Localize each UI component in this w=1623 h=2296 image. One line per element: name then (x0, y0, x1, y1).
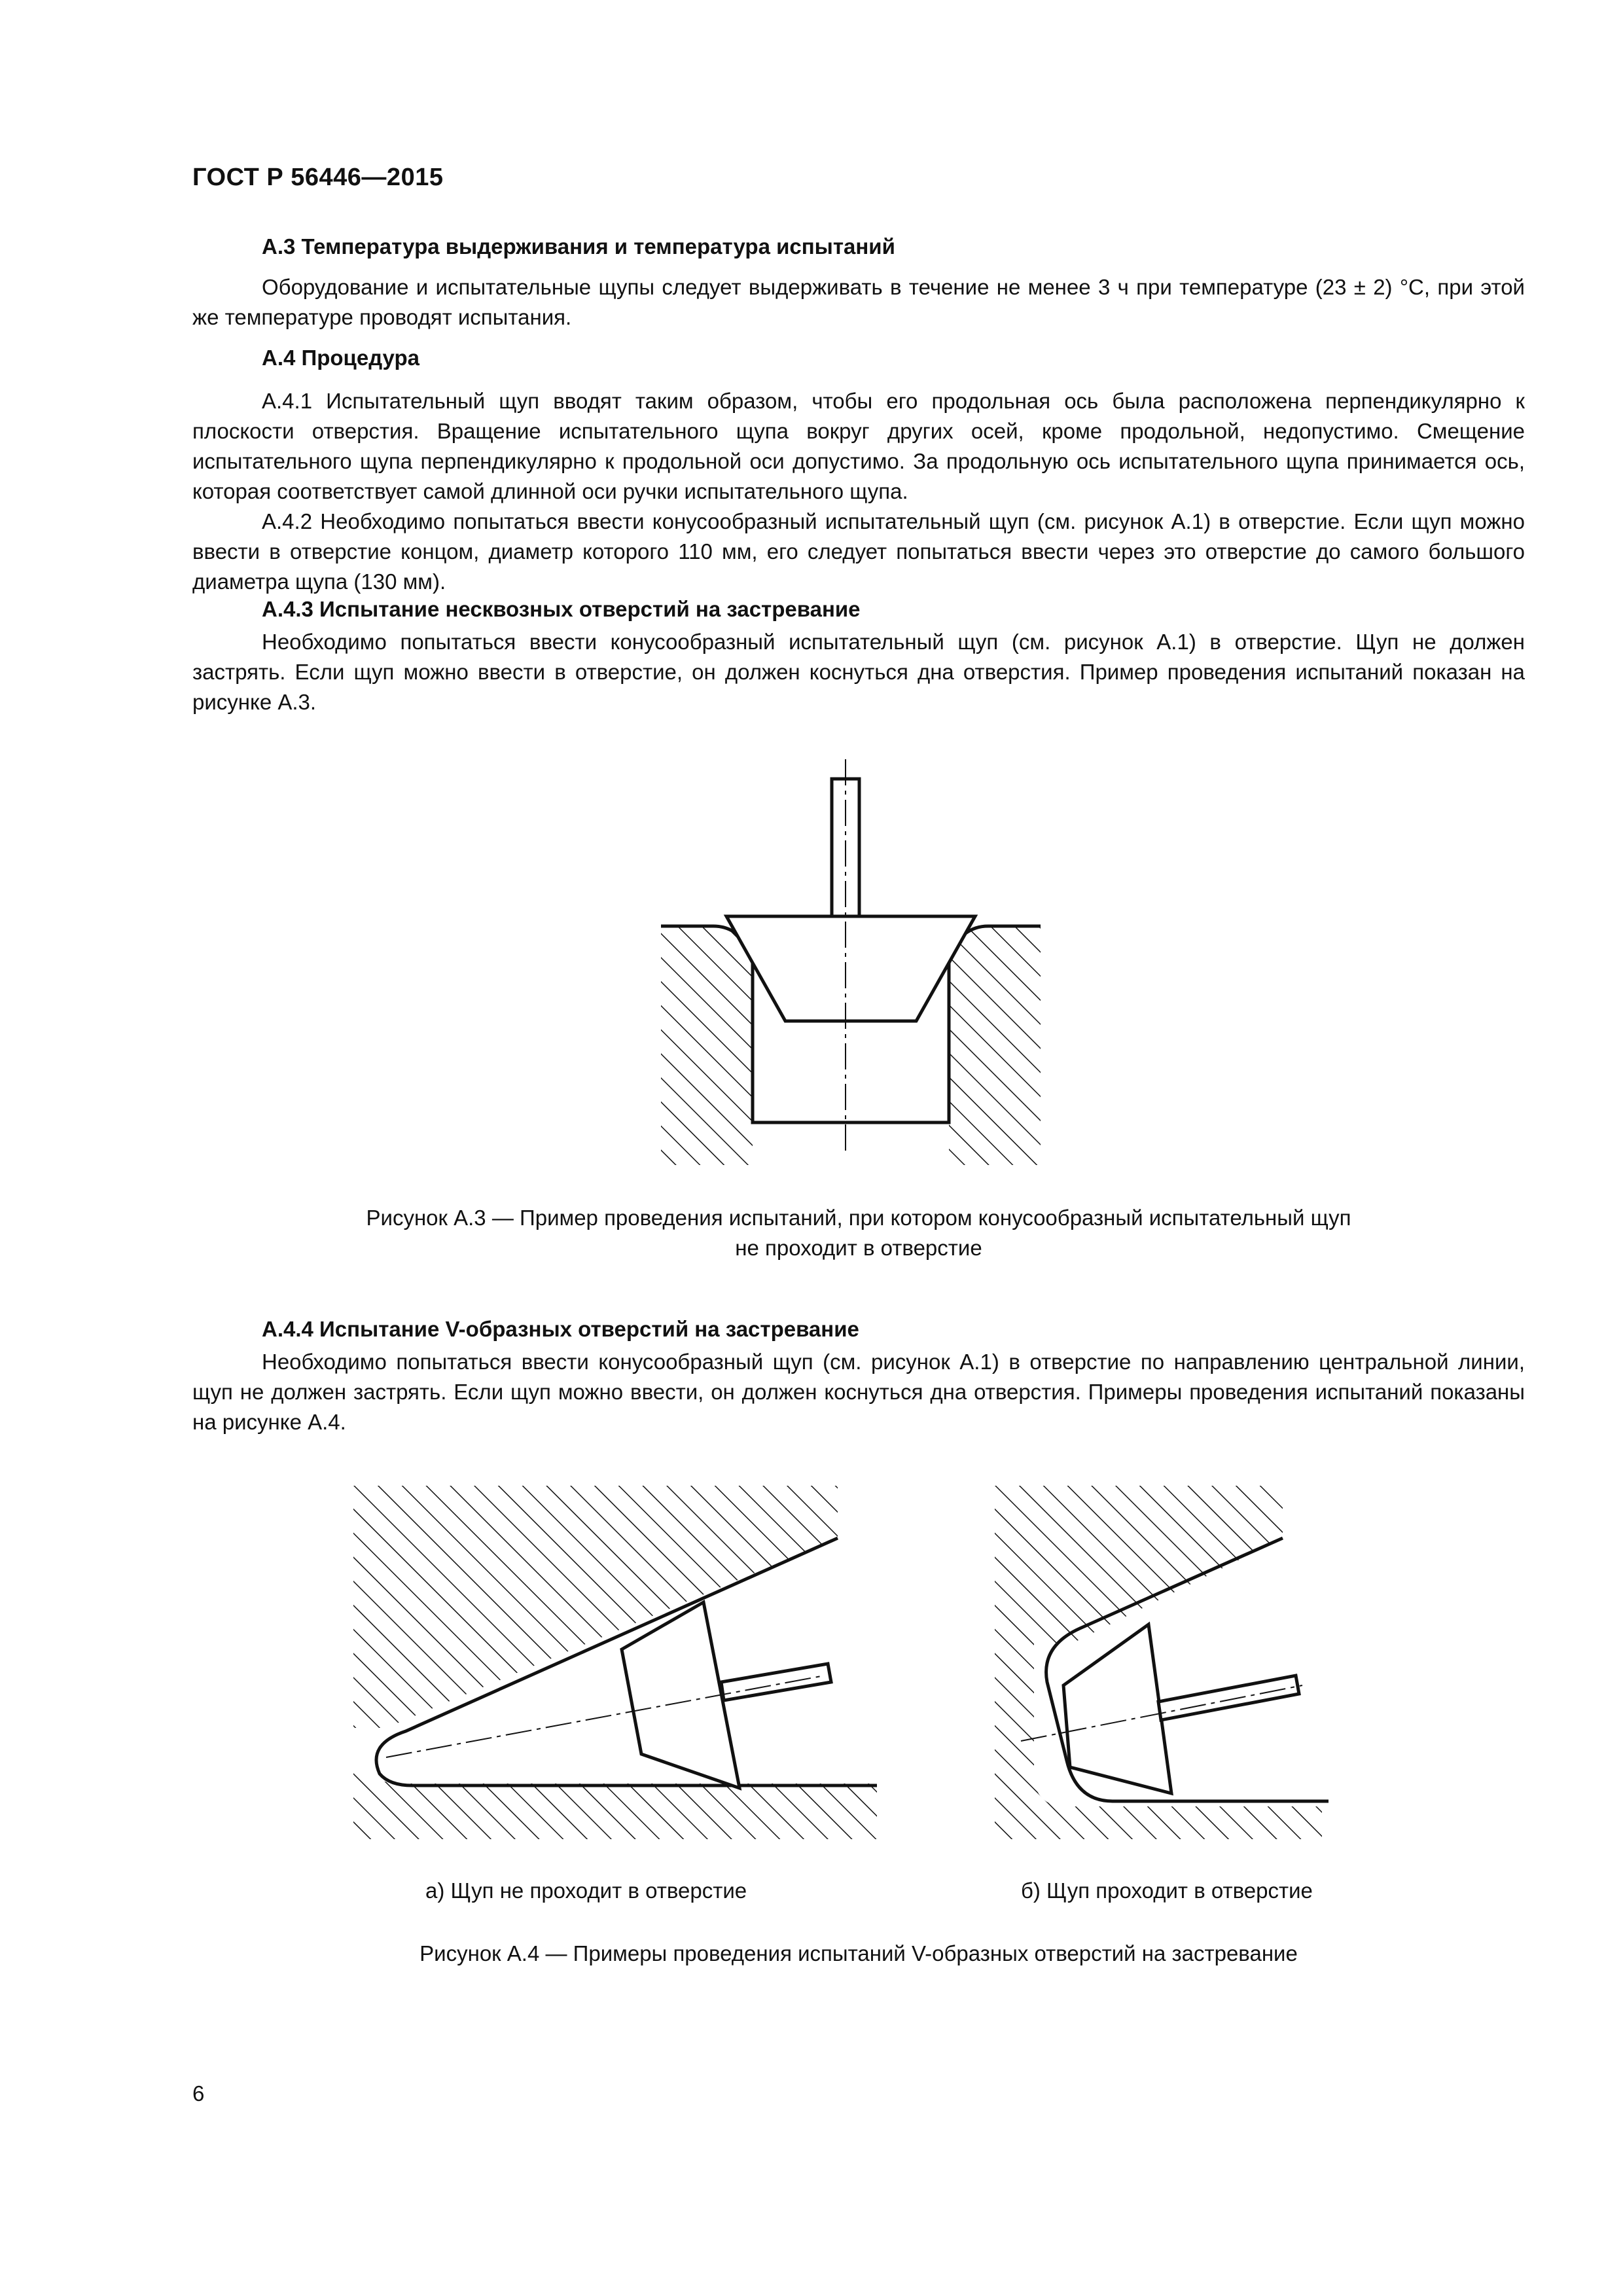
section-a44-text (192, 1347, 1525, 1437)
probe-cone-b (1063, 1624, 1171, 1793)
probe-cone (726, 916, 975, 1021)
figure-a3-caption-line2: не проходит в отверстие (735, 1236, 982, 1260)
section-a44-paragraph: Необходимо попытаться ввести конусообразный щуп (см. рисунок А.1) в отверстие по направлению центральной линии, щуп не должен застрять. Если щуп можно ввести, он должен коснуться дна отверстия. Примеры проведения испытаний показаны на рисунке А.4. (192, 1350, 1525, 1434)
figure-a4b-drawing (995, 1486, 1348, 1839)
figure-a3-drawing (654, 759, 1047, 1178)
section-a43-paragraph: Необходимо попытаться ввести конусообразный испытательный щуп (см. рисунок А.1) в отверстие. Щуп не должен застрять. Если щуп можно ввести в отверстие, он должен коснуться дна отверстия. Пример проведения испытаний показан на рисунке А.3. (192, 630, 1525, 714)
probe-handle-b (1158, 1676, 1299, 1720)
figure-a4-caption: Рисунок А.4 — Примеры проведения испытаний V-образных отверстий на застревание (419, 1941, 1298, 1965)
section-a44-heading: А.4.4 Испытание V-образных отверстий на застревание (262, 1317, 859, 1341)
figure-a3-caption-line1: Рисунок А.3 — Пример проведения испытаний, при котором конусообразный испытательный щуп (366, 1206, 1351, 1230)
figure-a4-subcaption-a: а) Щуп не проходит в отверстие (425, 1878, 747, 1903)
section-a4-heading: А.4 Процедура (262, 346, 419, 370)
hatched-wall-left (661, 926, 753, 1165)
page-number: 6 (192, 2081, 205, 2106)
upper-wall-b (995, 1486, 1283, 1643)
section-a43-text (192, 627, 1525, 717)
section-a43-heading: А.4.3 Испытание несквозных отверстий на застревание (262, 597, 861, 621)
figure-a4-subcaption-b: б) Щуп проходит в отверстие (1021, 1878, 1313, 1903)
figure-a3-caption (192, 1203, 1525, 1263)
section-a3-paragraph: Оборудование и испытательные щупы следует выдерживать в течение не менее 3 ч при температуре (23 ± 2) °С, при этой же температуре проводят испытания. (192, 275, 1525, 329)
figure-a4a-drawing (353, 1486, 890, 1839)
document-code: ГОСТ Р 56446—2015 (192, 164, 444, 191)
probe-handle-a (721, 1664, 831, 1700)
section-a3-text (192, 272, 1525, 332)
paragraph-a42: А.4.2 Необходимо попытаться ввести конусообразный испытательный щуп (см. рисунок А.1) в отверстие. Если щуп можно ввести в отверстие концом, диаметр которого 110 мм, его следует попытаться ввести через это отверстие до самого большого диаметра щупа (130 мм). (192, 509, 1525, 594)
lower-wall-a (353, 1761, 877, 1839)
section-a4-text (192, 386, 1525, 597)
section-a3-heading: А.3 Температура выдерживания и температура испытаний (262, 234, 895, 259)
hatched-wall-right (949, 926, 1041, 1165)
paragraph-a41: А.4.1 Испытательный щуп вводят таким образом, чтобы его продольная ось была расположена перпендикулярно к плоскости отверстия. Вращение испытательного щупа вокруг других осей, кроме продольной, недопустимо. Смещение испытательного щупа перпендикулярно к продольной оси допустимо. За продольную ось испытательного щупа принимается ось, которая соответствует самой длинной оси ручки испытательного щупа. (192, 389, 1525, 503)
